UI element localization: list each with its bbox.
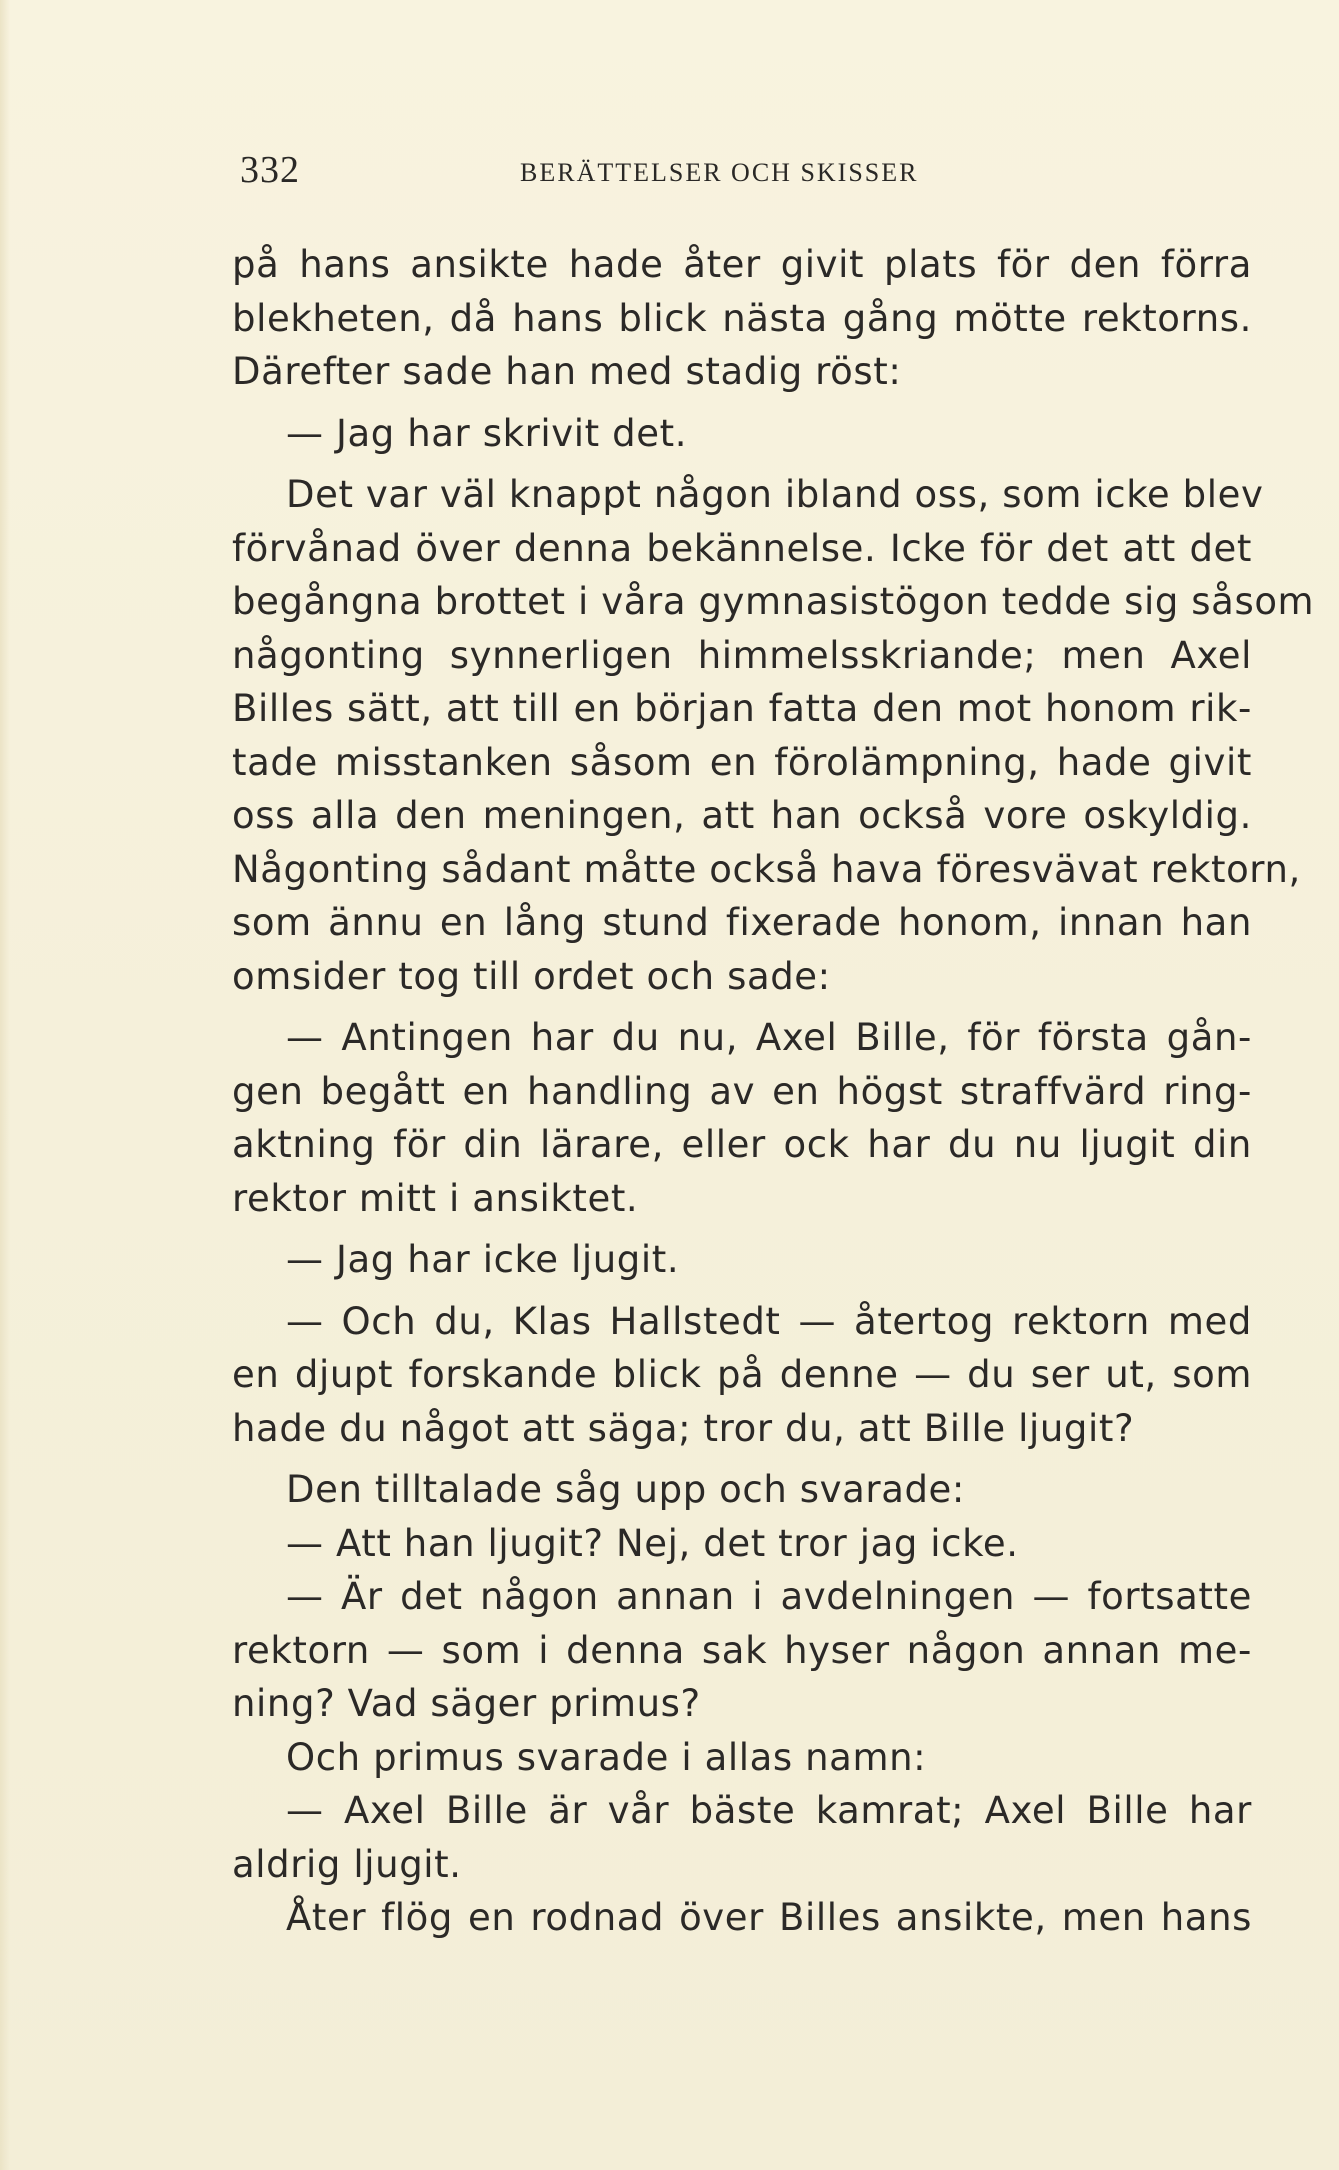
text-line: en djupt forskande blick på denne — du ser ut, som xyxy=(232,1353,1252,1396)
text-line: Därefter sade han med stadig röst: xyxy=(232,350,902,393)
text-line: oss alla den meningen, att han också vore oskyldig. xyxy=(232,794,1252,837)
text-line: blekheten, då hans blick nästa gång mötte rektorns. xyxy=(232,296,1252,340)
paragraph-start-line: Den tilltalade såg upp och svarade: xyxy=(286,1468,965,1511)
text-line: tade misstanken såsom en förolämpning, hade givit xyxy=(232,740,1252,784)
body-text xyxy=(232,238,1315,1945)
text-line: på hans ansikte hade åter givit plats för den förra xyxy=(232,243,1252,286)
page-edge-shadow xyxy=(0,0,10,2170)
paragraph-start-line: Och primus svarade i allas namn: xyxy=(286,1735,927,1779)
dialogue-line: — Att han ljugit? Nej, det tror jag icke. xyxy=(286,1521,1019,1565)
dialogue-line: — Jag har skrivit det. xyxy=(286,411,688,455)
text-line: ning? Vad säger primus? xyxy=(232,1682,701,1725)
book-title: BERÄTTELSER OCH SKISSER xyxy=(520,158,919,187)
paragraph-start-line: Åter flög en rodnad över Billes ansikte, men hans xyxy=(286,1896,1252,1939)
text-line: gen begått en handling av en högst straffvärd ring- xyxy=(232,1069,1252,1113)
text-line: Billes sätt, att till en början fatta den mot honom rik- xyxy=(232,687,1252,730)
dialogue-line: — Jag har icke ljugit. xyxy=(286,1238,680,1281)
text-line: hade du något att säga; tror du, att Bille ljugit? xyxy=(232,1406,1135,1450)
text-line: aldrig ljugit. xyxy=(232,1842,462,1886)
dialogue-line: — Axel Bille är vår bäste kamrat; Axel Bille har xyxy=(286,1789,1252,1832)
text-line: som ännu en lång stund fixerade honom, innan han xyxy=(232,901,1252,944)
text-line: förvånad över denna bekännelse. Icke för det att det xyxy=(232,526,1252,570)
dialogue-line: — Antingen har du nu, Axel Bille, för första gån- xyxy=(286,1016,1252,1059)
dialogue-line: — Är det någon annan i avdelningen — fortsatte xyxy=(286,1575,1252,1618)
paragraph-start-line: Det var väl knappt någon ibland oss, som icke blev xyxy=(286,473,1264,516)
text-line: Någonting sådant måtte också hava föresvävat rektorn, xyxy=(232,847,1301,891)
dialogue-line: — Och du, Klas Hallstedt — återtog rektorn med xyxy=(286,1299,1252,1343)
text-line: begångna brottet i våra gymnasistögon tedde sig såsom xyxy=(232,580,1315,623)
text-line: omsider tog till ordet och sade: xyxy=(232,954,831,998)
text-line: rektor mitt i ansiktet. xyxy=(232,1176,639,1220)
text-line: någonting synnerligen himmelsskriande; men Axel xyxy=(232,633,1252,677)
page-number: 332 xyxy=(240,149,300,191)
text-line: rektorn — som i denna sak hyser någon annan me- xyxy=(232,1628,1252,1672)
running-head xyxy=(240,148,1250,198)
text-line: aktning för din lärare, eller ock har du nu ljugit din xyxy=(232,1123,1252,1166)
